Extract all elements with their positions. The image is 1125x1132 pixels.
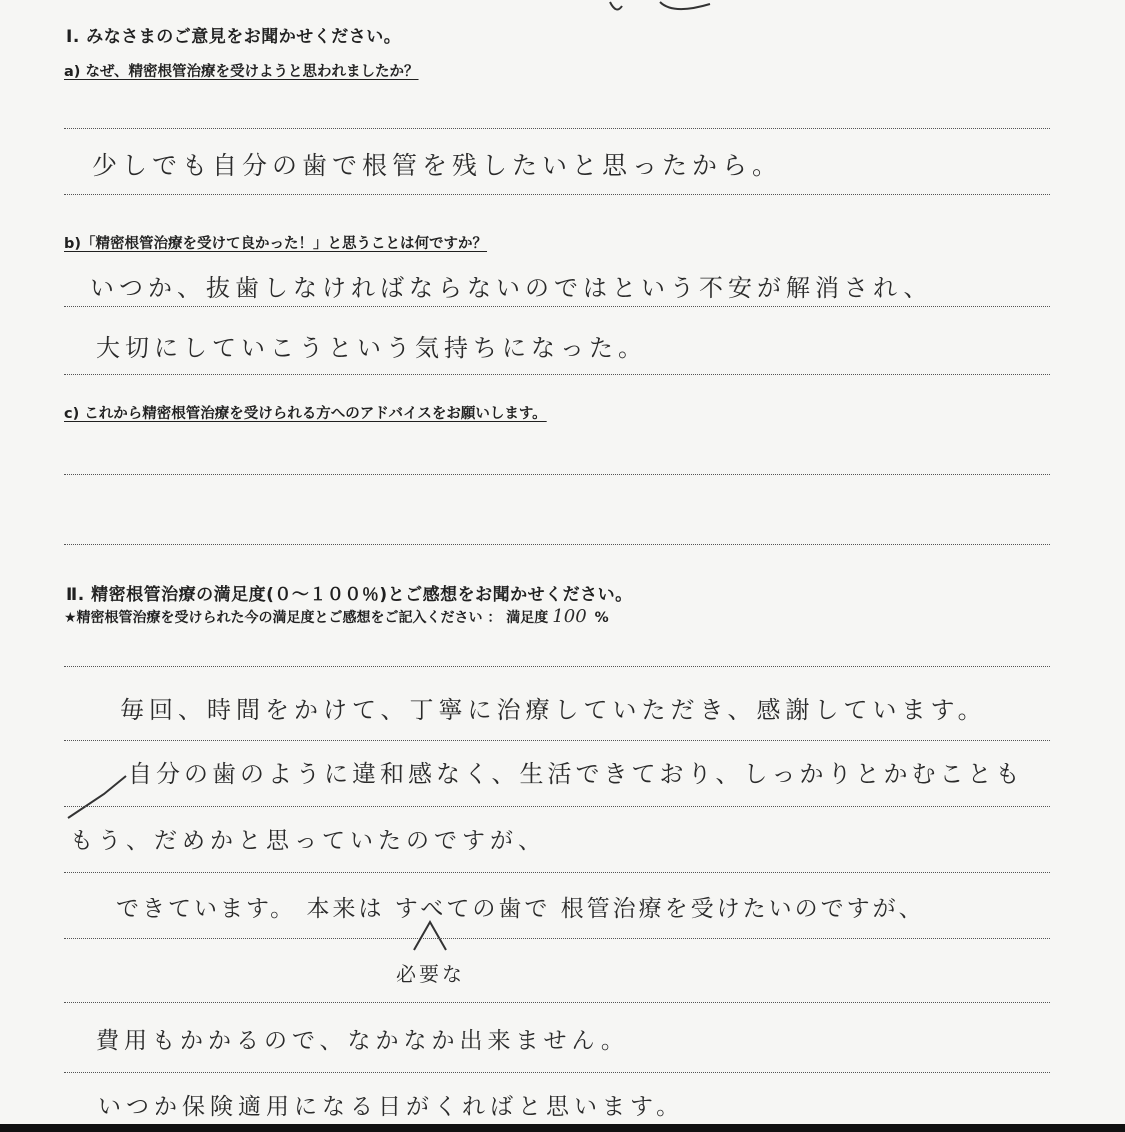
- insert-arrow-mark: [64, 768, 134, 828]
- comment-line-5: 費用もかかるので、なかなか出来ません。: [96, 1028, 629, 1054]
- satisfaction-unit: %: [594, 610, 609, 626]
- comment-line-3: もう、だめかと思っていたのですが、: [70, 828, 546, 854]
- answer-a-text: 少しでも自分の歯で根管を残したいと思ったから。: [92, 151, 783, 180]
- comment-line-2: 自分の歯のように違和感なく、生活できており、しっかりとかむことも: [128, 760, 1024, 788]
- bottom-edge-shadow: [0, 1124, 1125, 1132]
- satisfaction-instruction: [64, 606, 609, 627]
- question-c: c) これから精密根管治療を受けられる方へのアドバイスをお願いします。: [64, 406, 547, 422]
- answer-line: [64, 306, 1050, 307]
- question-a: a) なぜ、精密根管治療を受けようと思われましたか？: [64, 64, 419, 80]
- comment-line: [64, 666, 1050, 667]
- comment-line: [64, 872, 1050, 873]
- comment-line: [64, 1002, 1050, 1003]
- section2-heading: Ⅱ. 精密根管治療の満足度(０～１００％)とご感想をお聞かせください。: [66, 585, 633, 605]
- answer-line: [64, 544, 1050, 545]
- question-b: b)「精密根管治療を受けて良かった！」と思うことは何ですか？: [64, 236, 488, 252]
- instruction-text: ★精密根管治療を受けられた今の満足度とご感想をご記入ください ： 満足度: [64, 610, 549, 626]
- answer-b-line-1: いつか、抜歯しなければならないのではという不安が解消され、: [90, 274, 933, 302]
- answer-line: [64, 194, 1050, 195]
- comment-line-4: できています。 本来は すべての歯で 根管治療を受けたいのですが、: [116, 896, 925, 922]
- satisfaction-value: 100: [552, 606, 587, 627]
- comment-line: [64, 740, 1050, 741]
- top-edge-scrawl: [600, 0, 800, 20]
- comment-line-1: 毎回、時間をかけて、丁寧に治療していただき、感謝しています。: [120, 696, 987, 724]
- insertion-caret: [410, 916, 450, 956]
- answer-line: [64, 374, 1050, 375]
- comment-line: [64, 1072, 1050, 1073]
- comment-line: [64, 938, 1050, 939]
- comment-line: [64, 806, 1050, 807]
- answer-b-line-2: 大切にしていこうという気持ちになった。: [96, 334, 647, 362]
- answer-line: [64, 474, 1050, 475]
- section1-heading: Ⅰ. みなさまのご意見をお聞かせください。: [66, 27, 402, 47]
- answer-line: [64, 128, 1050, 129]
- comment-line-6: いつか保険適用になる日がくればと思います。: [98, 1094, 685, 1120]
- insertion-note: 必要な: [396, 962, 465, 986]
